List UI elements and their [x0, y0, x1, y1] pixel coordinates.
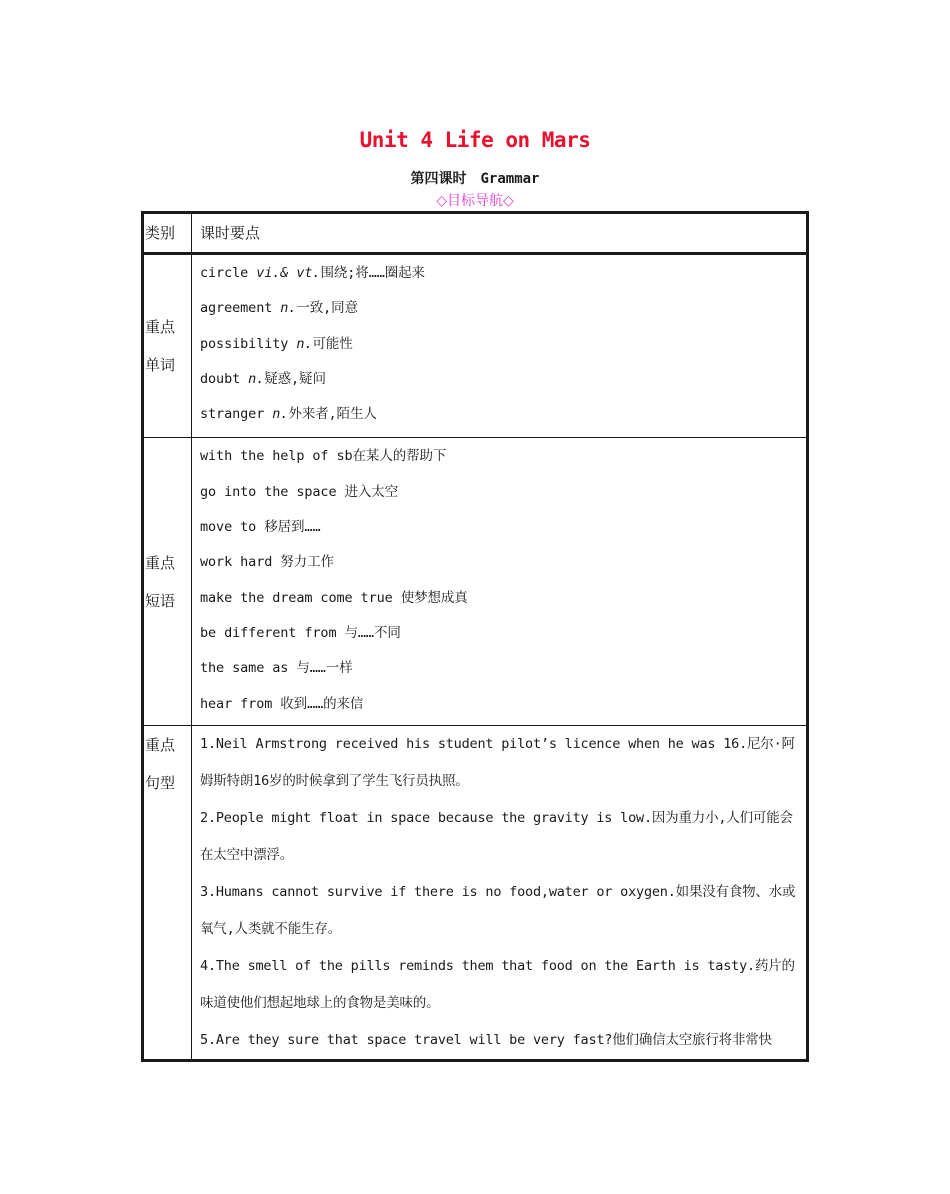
part-of-speech: n. — [272, 406, 289, 423]
sentences-category-line1: 重点 — [145, 735, 176, 754]
phrases-list — [192, 438, 808, 725]
phrases-category — [143, 438, 192, 725]
lesson-points-table — [141, 211, 809, 1062]
words-list — [192, 254, 808, 438]
words-category-line1: 重点 — [145, 318, 176, 337]
list-item: 3.Humans cannot survive if there is no food,water or oxygen.如果没有食物、水或氧气,人类就不能生存。 — [200, 883, 796, 937]
word-meaning: 外来者,陌生人 — [288, 406, 377, 423]
list-item — [200, 291, 800, 326]
word-text: doubt — [200, 370, 241, 387]
lesson-number: 第四课时 — [410, 171, 467, 187]
word-text: stranger — [200, 406, 265, 423]
list-item: 2.People might float in space because the gravity is low.因为重力小,人们可能会在太空中漂浮。 — [200, 809, 793, 863]
page-title: Unit 4 Life on Mars — [359, 128, 591, 152]
phrases-category-line1: 重点 — [145, 553, 176, 572]
list-item — [200, 397, 800, 432]
header-category-text: 类别 — [145, 224, 176, 242]
list-item: make the dream come true 使梦想成真 — [200, 589, 468, 606]
sentences-category-line2: 句型 — [145, 773, 176, 792]
part-of-speech: n. — [280, 300, 297, 317]
lesson-topic: Grammar — [480, 171, 540, 187]
list-item: the same as 与……一样 — [200, 660, 353, 677]
list-item: 4.The smell of the pills reminds them that food on the Earth is tasty.药片的味道使他们想起地球上的食物是美味的。 — [200, 957, 795, 1011]
list-item: with the help of sb在某人的帮助下 — [200, 448, 447, 465]
part-of-speech: vi.& vt. — [256, 265, 321, 281]
list-item: 5.Are they sure that space travel will be very fast?他们确信太空旅行将非常快 — [200, 1031, 772, 1048]
list-item: hear from 收到……的来信 — [200, 695, 364, 712]
sentences-list — [192, 725, 808, 1060]
header-category — [143, 213, 192, 254]
word-text: agreement — [200, 300, 273, 317]
sentences-row — [143, 725, 808, 1060]
word-meaning: 疑惑,疑问 — [264, 370, 326, 387]
list-item: 1.Neil Armstrong received his student pilot’s licence when he was 16.尼尔·阿姆斯特朗16岁的时候拿到了学生飞行员执照。 — [200, 735, 795, 789]
sentences-category — [143, 725, 192, 1060]
list-item: be different from 与……不同 — [200, 624, 401, 641]
table-header-row — [143, 213, 808, 254]
word-meaning: 可能性 — [312, 335, 353, 352]
part-of-speech: n. — [248, 370, 265, 387]
header-points — [192, 213, 808, 254]
list-item: work hard 努力工作 — [200, 554, 334, 571]
header-points-text: 课时要点 — [200, 224, 261, 242]
lesson-subtitle — [0, 168, 950, 188]
list-item — [200, 327, 800, 362]
list-item: move to 移居到…… — [200, 519, 321, 536]
list-item — [200, 256, 800, 291]
phrases-row — [143, 438, 808, 725]
words-category-line2: 单词 — [145, 356, 176, 375]
part-of-speech: n. — [296, 335, 313, 352]
words-row — [143, 254, 808, 438]
word-text: circle — [200, 265, 249, 281]
list-item: go into the space 进入太空 — [200, 483, 399, 500]
word-meaning: 一致,同意 — [296, 300, 358, 317]
target-navigation-label: ◇目标导航◇ — [436, 193, 514, 209]
phrases-category-line2: 短语 — [145, 591, 176, 610]
word-text: possibility — [200, 335, 289, 352]
words-category — [143, 254, 192, 438]
list-item — [200, 362, 800, 397]
word-meaning: 围绕;将……圈起来 — [320, 265, 425, 281]
